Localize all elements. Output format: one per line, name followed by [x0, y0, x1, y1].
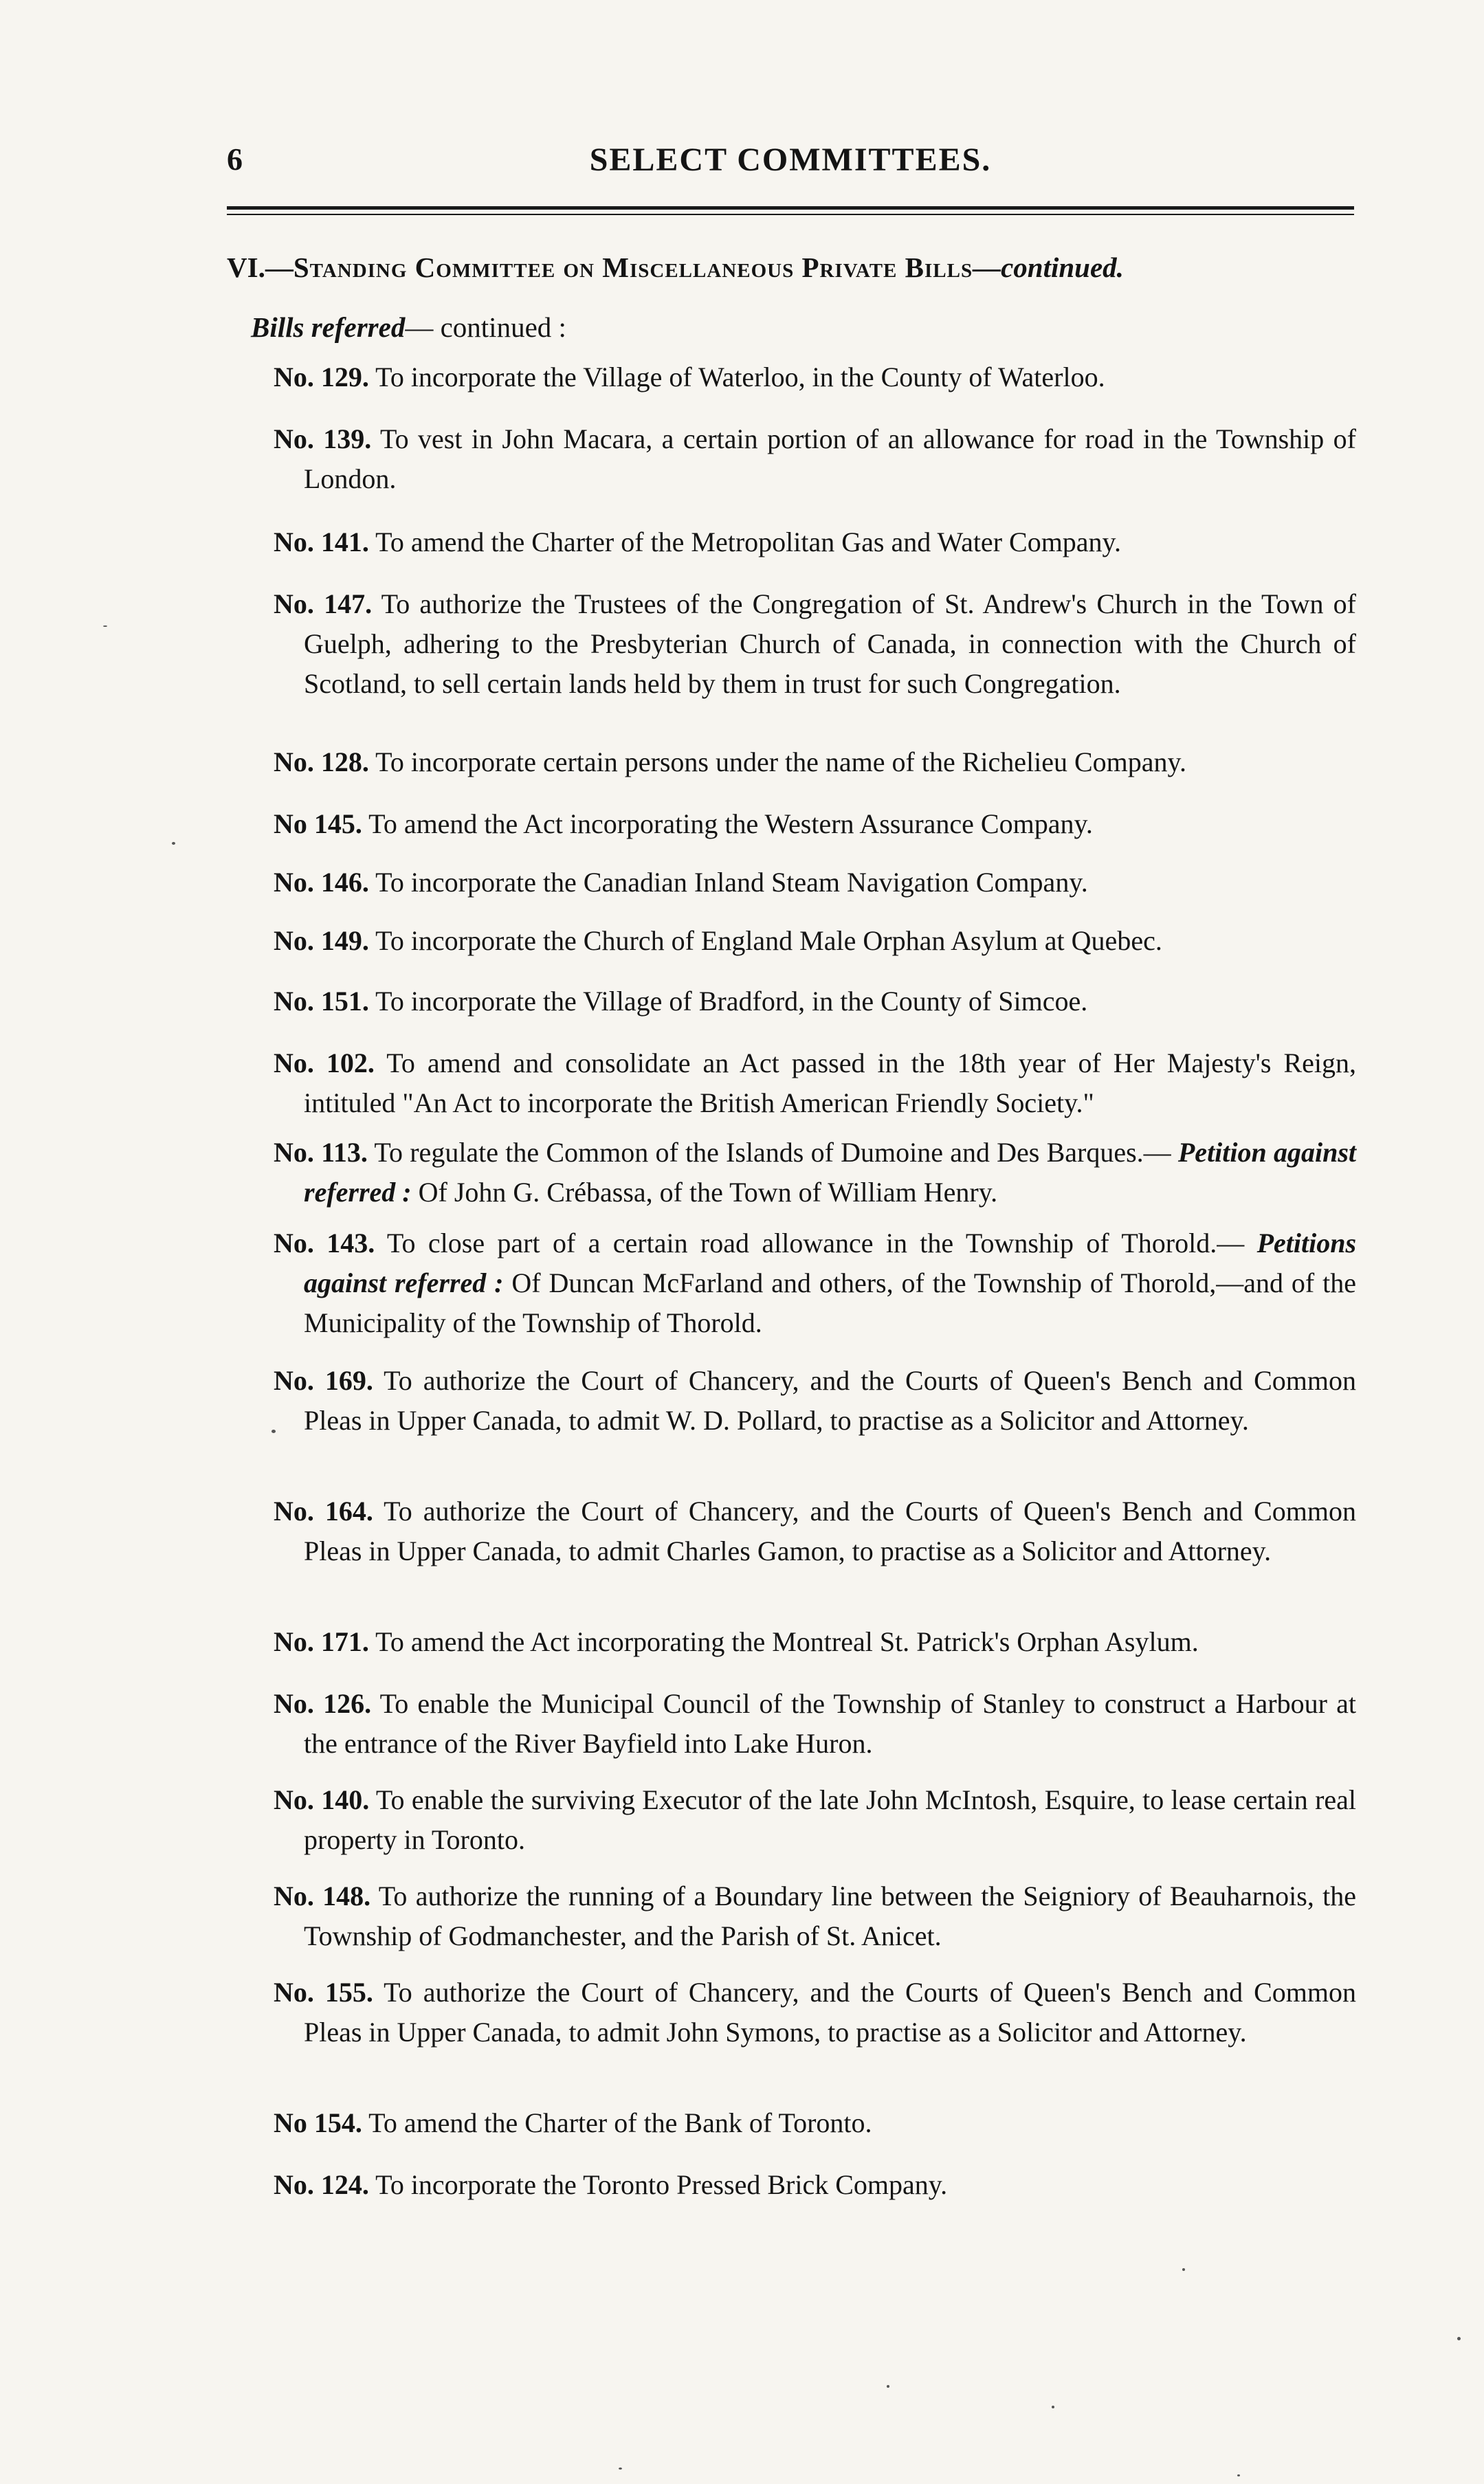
- section-title: Standing Committee on Miscellaneous Private Bills: [293, 252, 973, 283]
- bill-text: To incorporate certain persons under the name of the Richelieu Company.: [375, 746, 1186, 777]
- bill-number: No. 169.: [274, 1365, 373, 1396]
- bill-number: No. 113.: [274, 1137, 368, 1168]
- bill-number: No. 129.: [274, 362, 369, 392]
- bill-number: No. 155.: [274, 1977, 373, 2008]
- bill-number: No. 149.: [274, 925, 369, 956]
- bill-text: To authorize the running of a Boundary line between the Seigniory of Beauharnois, the Township of Godmanchester, and the Parish of St. Anicet.: [304, 1881, 1356, 1951]
- bill-text: To incorporate the Canadian Inland Steam Navigation Company.: [375, 867, 1088, 898]
- bills-referred-suffix: — continued :: [405, 311, 566, 343]
- bill-entry: [274, 1876, 1356, 1956]
- bill-text: To amend and consolidate an Act passed in the 18th year of Her Majesty's Reign, intituled "An Act to incorporate the British American Friendly Society.": [304, 1047, 1356, 1118]
- bill-number: No. 140.: [274, 1784, 370, 1815]
- section-continued: —continued.: [973, 252, 1124, 283]
- bill-number: No 154.: [274, 2107, 362, 2138]
- bill-number: No. 126.: [274, 1688, 372, 1719]
- bill-number: No. 147.: [274, 588, 373, 619]
- bill-entry: [274, 1361, 1356, 1441]
- bill-text: To close part of a certain road allowance in the Township of Thorold.—: [386, 1228, 1245, 1258]
- bill-entry: [274, 2165, 1356, 2205]
- bill-text: To authorize the Court of Chancery, and the Courts of Queen's Bench and Common Pleas in Upper Canada, to admit Charles Gamon, to practise as a Solicitor and Attorney.: [304, 1496, 1356, 1566]
- scan-speck: [272, 1430, 276, 1433]
- scan-speck: [887, 2385, 889, 2388]
- bill-text: To amend the Act incorporating the Montreal St. Patrick's Orphan Asylum.: [375, 1626, 1199, 1657]
- bill-entry: [274, 921, 1356, 961]
- bill-entry: [274, 2103, 1356, 2143]
- bill-number: No. 102.: [274, 1047, 375, 1078]
- bill-entry: [274, 522, 1356, 562]
- scan-speck: [619, 2468, 622, 2470]
- bill-number: No. 143.: [274, 1228, 375, 1258]
- bill-number: No. 128.: [274, 746, 369, 777]
- scan-speck: [1237, 2474, 1240, 2476]
- scan-speck: [1457, 2337, 1461, 2340]
- bill-entry: [274, 804, 1356, 844]
- running-title: SELECT COMMITTEES.: [589, 142, 992, 178]
- bill-text: To authorize the Court of Chancery, and the Courts of Queen's Bench and Common Pleas in Upper Canada, to admit W. D. Pollard, to practise as a Solicitor and Attorney.: [304, 1365, 1356, 1436]
- header-rule-thick: [227, 206, 1354, 210]
- bill-text: To amend the Act incorporating the Western Assurance Company.: [368, 808, 1093, 839]
- bill-number: No. 164.: [274, 1496, 373, 1527]
- scan-speck: [1182, 2268, 1185, 2271]
- scan-speck: [1052, 2406, 1054, 2408]
- bill-text: To enable the Municipal Council of the Township of Stanley to construct a Harbour at the entrance of the River Bayfield into Lake Huron.: [304, 1688, 1356, 1759]
- bill-entry: [274, 1780, 1356, 1860]
- bill-entry: [274, 863, 1356, 902]
- bill-text: To regulate the Common of the Islands of Dumoine and Des Barques.—: [374, 1137, 1171, 1168]
- bill-entry: [274, 742, 1356, 782]
- bill-number: No. 139.: [274, 423, 372, 454]
- petition-label: Petitions against referred :: [304, 1228, 1357, 1298]
- bill-number: No. 124.: [274, 2169, 369, 2200]
- bills-referred-heading: [251, 311, 566, 344]
- bill-number: No. 141.: [274, 526, 369, 557]
- bill-entry: [274, 357, 1356, 397]
- bill-entry: [274, 1622, 1356, 1662]
- petition-text: Of John G. Crébassa, of the Town of William Henry.: [418, 1177, 998, 1208]
- bill-number: No. 146.: [274, 867, 369, 898]
- bill-entry: [274, 419, 1356, 499]
- bill-entry: [274, 1973, 1356, 2052]
- bill-entry: [274, 982, 1356, 1021]
- page-header: [227, 141, 1354, 196]
- bill-text: To authorize the Court of Chancery, and the Courts of Queen's Bench and Common Pleas in Upper Canada, to admit John Symons, to practise as a Solicitor and Attorney.: [304, 1977, 1356, 2048]
- bill-entry: [274, 1223, 1356, 1343]
- bill-text: To incorporate the Toronto Pressed Brick Company.: [375, 2169, 948, 2200]
- section-heading: [227, 251, 1354, 284]
- bills-referred-label: Bills referred: [251, 311, 406, 343]
- bill-entry: [274, 1684, 1356, 1764]
- bill-text: To incorporate the Village of Bradford, in the County of Simcoe.: [375, 986, 1088, 1017]
- bill-number: No. 151.: [274, 986, 369, 1017]
- bill-entry: [274, 584, 1356, 704]
- bill-text: To amend the Charter of the Metropolitan Gas and Water Company.: [375, 526, 1121, 557]
- bill-number: No. 171.: [274, 1626, 369, 1657]
- page-number: 6: [227, 142, 243, 177]
- bill-number: No. 148.: [274, 1881, 371, 1911]
- scan-speck: [103, 625, 107, 627]
- bill-text: To enable the surviving Executor of the late John McIntosh, Esquire, to lease certain real property in Toronto.: [304, 1784, 1357, 1855]
- bill-text: To incorporate the Village of Waterloo, in the County of Waterloo.: [375, 362, 1105, 392]
- petition-text: Of Duncan McFarland and others, of the Township of Thorold,—and of the Municipality of the Township of Thorold.: [304, 1267, 1356, 1338]
- bill-entry: [274, 1491, 1356, 1571]
- bill-entry: [274, 1133, 1356, 1212]
- bill-entry: [274, 1043, 1356, 1123]
- bill-text: To vest in John Macara, a certain portion of an allowance for road in the Township of London.: [304, 423, 1356, 494]
- bill-text: To authorize the Trustees of the Congregation of St. Andrew's Church in the Town of Guelph, adhering to the Presbyterian Church of Canada, in connection with the Church of Scotland, to sell certain lands held by them in trust for such Congregation.: [304, 588, 1356, 699]
- petition-label: Petition against referred :: [304, 1137, 1357, 1208]
- bill-text: To incorporate the Church of England Male Orphan Asylum at Quebec.: [375, 925, 1162, 956]
- scan-speck: [172, 842, 175, 845]
- bill-text: To amend the Charter of the Bank of Toronto.: [368, 2107, 872, 2138]
- header-rule-thin: [227, 214, 1354, 215]
- bill-number: No 145.: [274, 808, 362, 839]
- section-number: VI.—: [227, 252, 294, 283]
